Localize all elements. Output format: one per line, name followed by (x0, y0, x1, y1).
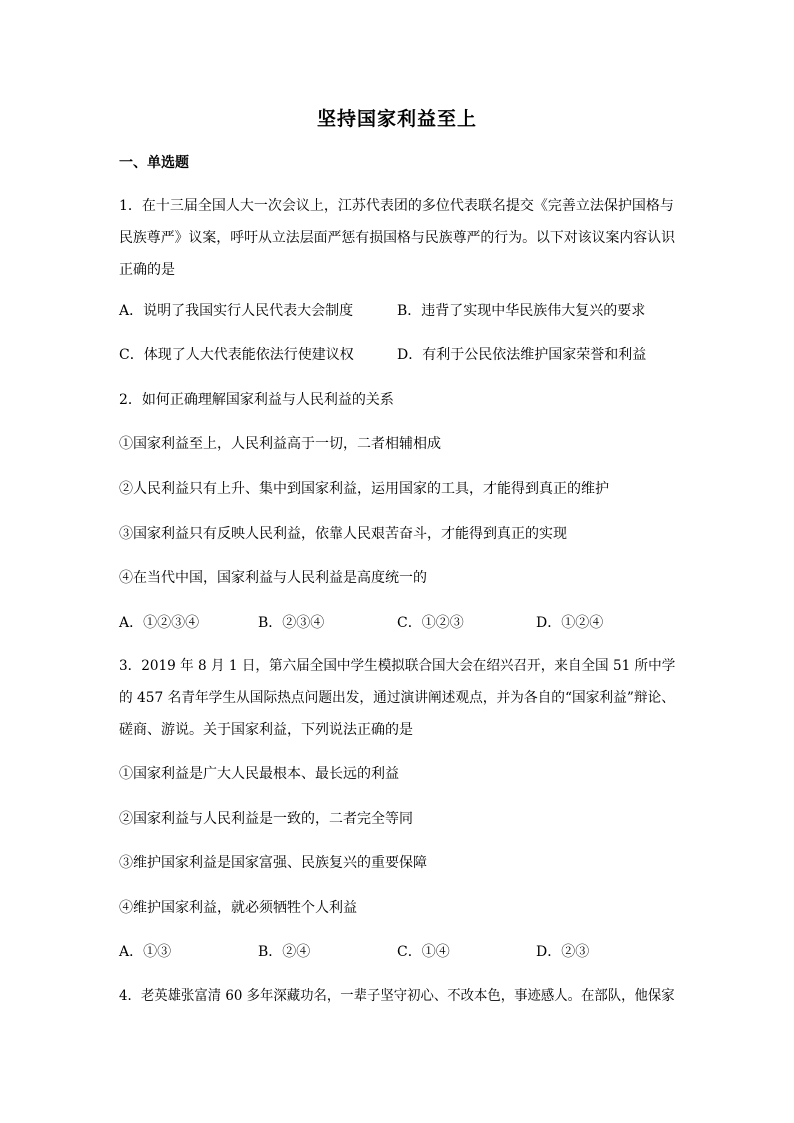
q3-item-1: ①国家利益是广大人民最根本、最长远的利益 (119, 766, 399, 782)
q2-item-2: ②人民利益只有上升、集中到国家利益，运用国家的工具，才能得到真正的维护 (119, 481, 609, 497)
q3-item-4: ④维护国家利益，就必须牺牲个人利益 (119, 900, 357, 916)
q3-option-d: D．②③ (536, 944, 590, 960)
q3-stem-line-2: 的 457 名青年学生从国际热点问题出发，通过演讲阐述观点，并为各自的“国家利益”辩论、 (119, 690, 675, 706)
q3-option-b: B．②④ (258, 944, 311, 960)
q1-stem-line-3: 正确的是 (119, 262, 175, 278)
q1-option-b: B．违背了实现中华民族伟大复兴的要求 (397, 303, 646, 319)
q2-option-b: B．②③④ (258, 615, 325, 631)
q2-option-d: D．①②④ (536, 615, 604, 631)
q1-option-c: C．体现了人大代表能依法行使建议权 (119, 347, 354, 363)
q2-item-1: ①国家利益至上，人民利益高于一切，二者相辅相成 (119, 436, 441, 452)
q2-stem: 2．如何正确理解国家利益与人民利益的关系 (119, 392, 394, 408)
q4-stem-line-1: 4．老英雄张富清 60 多年深藏功名，一辈子坚守初心、不改本色，事迹感人。在部队，他保家 (119, 988, 675, 1004)
q1-option-a: A．说明了我国实行人民代表大会制度 (119, 303, 354, 319)
document-title: 坚持国家利益至上 (316, 108, 477, 130)
q2-item-3: ③国家利益只有反映人民利益，依靠人民艰苦奋斗，才能得到真正的实现 (119, 526, 567, 542)
q1-stem-line-2: 民族尊严》议案，呼吁从立法层面严惩有损国格与民族尊严的行为。以下对该议案内容认识 (119, 230, 675, 246)
q2-item-4: ④在当代中国，国家利益与人民利益是高度统一的 (119, 570, 427, 586)
q1-stem-line-1: 1．在十三届全国人大一次会议上，江苏代表团的多位代表联名提交《完善立法保护国格与 (119, 198, 674, 214)
q3-option-a: A．①③ (119, 944, 172, 960)
q2-option-c: C．①②③ (397, 615, 464, 631)
q3-option-c: C．①④ (397, 944, 450, 960)
q2-option-a: A．①②③④ (119, 615, 200, 631)
q1-option-d: D．有利于公民依法维护国家荣誉和利益 (397, 347, 647, 363)
q3-item-2: ②国家利益与人民利益是一致的，二者完全等同 (119, 811, 413, 827)
q3-stem-line-1: 3．2019 年 8 月 1 日，第六届全国中学生模拟联合国大会在绍兴召开，来自全国 51 所中学 (119, 658, 676, 674)
q3-stem-line-3: 磋商、游说。关于国家利益，下列说法正确的是 (119, 722, 413, 738)
section-heading: 一、单选题 (119, 155, 189, 171)
q3-item-3: ③维护国家利益是国家富强、民族复兴的重要保障 (119, 855, 427, 871)
